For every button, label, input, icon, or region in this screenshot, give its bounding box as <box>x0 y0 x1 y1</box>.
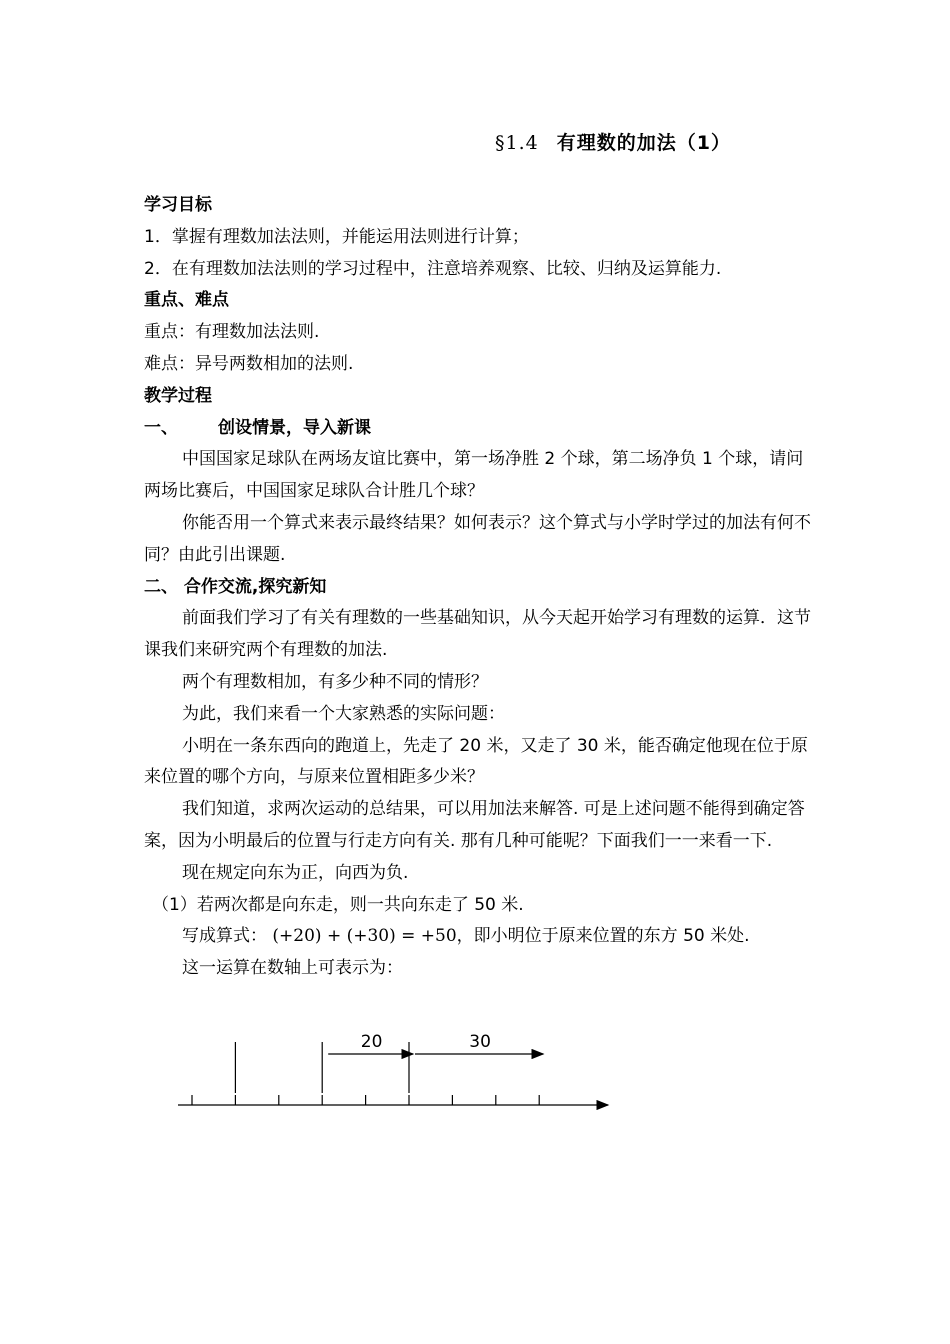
formula-prefix: 写成算式： <box>182 926 267 947</box>
part1-paragraph-1: 中国国家足球队在两场友谊比赛中，第一场净胜 2 个球，第二场净负 1 个球，请问两场比赛后，中国国家足球队合计胜几个球？ <box>144 449 804 502</box>
arrow-30-label: 30 <box>469 1032 491 1052</box>
goal-item-1: 1．掌握有理数加法法则，并能运用法则进行计算； <box>144 226 529 247</box>
number-line-arrows <box>235 1032 543 1093</box>
part1-number: 一、 <box>144 417 178 438</box>
part2-number: 二、 <box>144 576 178 597</box>
formula-suffix: ，即小明位于原来位置的东方 50 米处. <box>456 926 750 947</box>
axis-intro: 这一运算在数轴上可表示为： <box>182 958 403 979</box>
formula: (+20) + (+30) = +50 <box>272 926 457 947</box>
part2-paragraph-2: 两个有理数相加，有多少种不同的情形？ <box>182 671 488 692</box>
title-text: 有理数的加法（1） <box>556 132 731 154</box>
part2-paragraph-1: 前面我们学习了有关有理数的一些基础知识，从今天起开始学习有理数的运算．这节课我们来研究两个有理数的加法. <box>144 608 811 661</box>
part1-paragraph-2: 你能否用一个算式来表示最终结果？如何表示？这个算式与小学时学过的加法有何不同？由此引出课题. <box>144 512 811 565</box>
case-1: （1）若两次都是向东走，则一共向东走了 50 米. <box>152 894 524 915</box>
section-number: §1.4 <box>495 132 539 154</box>
difficulty-point: 难点：异号两数相加的法则. <box>144 353 354 374</box>
part2-paragraph-3: 为此，我们来看一个大家熟悉的实际问题： <box>182 703 505 724</box>
part1-title: 创设情景，导入新课 <box>218 417 371 438</box>
document-body <box>144 190 814 985</box>
number-line-ticks <box>192 1095 539 1105</box>
part2-heading <box>144 572 814 604</box>
arrow-20-label: 20 <box>360 1032 383 1052</box>
part1-heading <box>144 413 814 445</box>
number-line-diagram <box>170 1030 620 1120</box>
process-heading: 教学过程 <box>144 385 212 406</box>
part2-paragraph-6: 现在规定向东为正，向西为负. <box>182 862 409 883</box>
keypoints-heading: 重点、难点 <box>144 290 229 311</box>
part2-paragraph-4: 小明在一条东西向的跑道上，先走了 20 米，又走了 30 米，能否确定他现在位于原来位置的哪个方向，与原来位置相距多少米？ <box>144 735 808 788</box>
key-point: 重点：有理数加法法则. <box>144 322 320 343</box>
goals-heading: 学习目标 <box>144 195 212 215</box>
formula-line <box>144 921 814 953</box>
goal-item-2: 2．在有理数加法法则的学习过程中，注意培养观察、比较、归纳及运算能力. <box>144 258 722 279</box>
part2-paragraph-5: 我们知道，求两次运动的总结果，可以用加法来解答. 可是上述问题不能得到确定答案，因为小明最后的位置与行走方向有关. 那有几种可能呢？下面我们一一来看一下. <box>144 799 805 851</box>
number-line-svg <box>170 1030 620 1120</box>
part2-title: 合作交流,探究新知 <box>183 576 327 597</box>
page-title <box>495 128 731 155</box>
